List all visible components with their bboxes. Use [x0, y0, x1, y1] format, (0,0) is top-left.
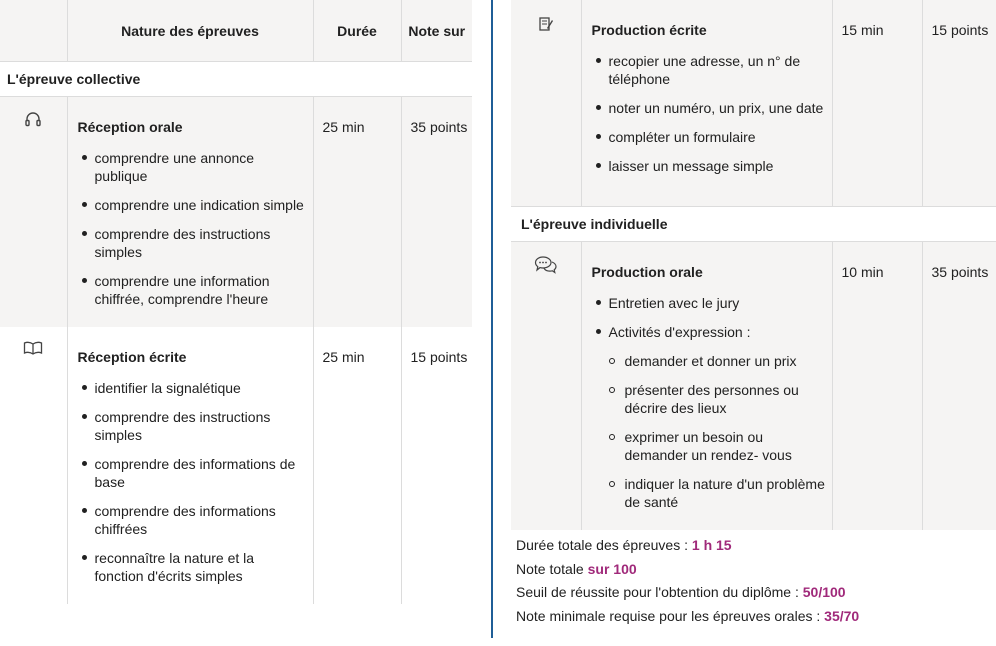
epreuve-note: 35 points [922, 241, 996, 530]
summary-note [516, 558, 859, 582]
epreuve-duree: 10 min [832, 241, 922, 530]
summary-min-label: Note minimale requise pour les épreuves orales : [516, 607, 825, 624]
section-row-collective [0, 62, 472, 97]
production-ecrite-content [581, 0, 832, 206]
summary-note-label: Note totale [516, 560, 588, 577]
table-header-row [0, 0, 472, 62]
summary-duree [516, 534, 859, 558]
table-row-production-ecrite [511, 0, 996, 206]
list-item-label: Activités d'expression : [608, 323, 751, 340]
open-book-icon [0, 327, 67, 604]
epreuve-duree: 15 min [832, 0, 922, 206]
epreuve-title: Réception orale [77, 119, 183, 135]
epreuve-duree: 25 min [313, 97, 401, 328]
list-item: noter un numéro, un prix, une date [592, 99, 826, 117]
column-divider [491, 0, 493, 638]
reception-orale-list [78, 149, 307, 308]
summary-block [516, 534, 859, 628]
section-row-individuelle [511, 206, 996, 241]
list-item: comprendre des informations chiffrées [78, 502, 307, 538]
pencil-note-icon [511, 0, 581, 206]
right-table-panel [511, 0, 996, 530]
summary-min [516, 605, 859, 629]
header-note: Note sur [401, 0, 472, 62]
summary-note-value: sur 100 [587, 560, 637, 577]
list-item: compléter un formulaire [592, 128, 826, 146]
epreuve-duree: 25 min [313, 327, 401, 604]
table-row-reception-orale [0, 97, 472, 328]
list-item: reconnaître la nature et la fonction d'écrits simples [78, 549, 307, 585]
header-icon-cell [0, 0, 67, 62]
production-orale-list [592, 294, 826, 511]
list-item: comprendre une indication simple [78, 196, 307, 214]
headphones-icon [0, 97, 67, 328]
epreuve-title: Production écrite [591, 22, 707, 38]
speech-bubbles-icon [511, 241, 581, 530]
summary-seuil-label: Seuil de réussite pour l'obtention du diplôme : [516, 584, 803, 600]
summary-seuil [516, 581, 859, 605]
epreuve-note: 15 points [401, 327, 472, 604]
summary-duree-label: Durée totale des épreuves : [516, 537, 692, 553]
summary-duree-value: 1 h 15 [691, 537, 732, 553]
epreuve-note: 35 points [401, 97, 472, 328]
list-item: comprendre des instructions simples [78, 408, 307, 444]
section-title-individuelle: L'épreuve individuelle [511, 206, 996, 241]
sub-list-item: présenter des personnes ou décrire des lieux [609, 381, 826, 417]
list-item: comprendre une information chiffrée, comprendre l'heure [78, 272, 307, 308]
epreuve-title: Production orale [591, 263, 703, 280]
list-item: identifier la signalétique [78, 379, 307, 397]
summary-seuil-value: 50/100 [802, 584, 846, 600]
sub-list-item: exprimer un besoin ou demander un rendez- vous [609, 428, 826, 464]
reception-ecrite-content [67, 327, 313, 604]
production-orale-content [581, 241, 832, 530]
sub-list [609, 352, 826, 511]
production-ecrite-list [592, 52, 826, 175]
epreuves-table-part1 [0, 0, 472, 604]
sub-list-item: indiquer la nature d'un problème de santé [609, 475, 826, 511]
list-item: Entretien avec le jury [592, 294, 826, 312]
list-item [592, 323, 826, 511]
sub-list-item: demander et donner un prix [609, 352, 826, 370]
header-duree: Durée [313, 0, 401, 62]
list-item: comprendre des instructions simples [78, 225, 307, 261]
list-item: comprendre des informations de base [78, 455, 307, 491]
header-nature: Nature des épreuves [67, 0, 313, 62]
epreuve-note: 15 points [922, 0, 996, 206]
list-item: recopier une adresse, un n° de téléphone [592, 52, 826, 88]
table-row-production-orale [511, 241, 996, 530]
epreuves-table-part2 [511, 0, 996, 530]
epreuve-title: Réception écrite [77, 349, 187, 365]
left-table-panel [0, 0, 472, 604]
reception-orale-content [67, 97, 313, 328]
table-row-reception-ecrite [0, 327, 472, 604]
section-title-collective: L'épreuve collective [0, 62, 472, 97]
list-item: laisser un message simple [592, 157, 826, 175]
summary-min-value: 35/70 [824, 607, 860, 624]
list-item: comprendre une annonce publique [78, 149, 307, 185]
reception-ecrite-list [78, 379, 307, 585]
